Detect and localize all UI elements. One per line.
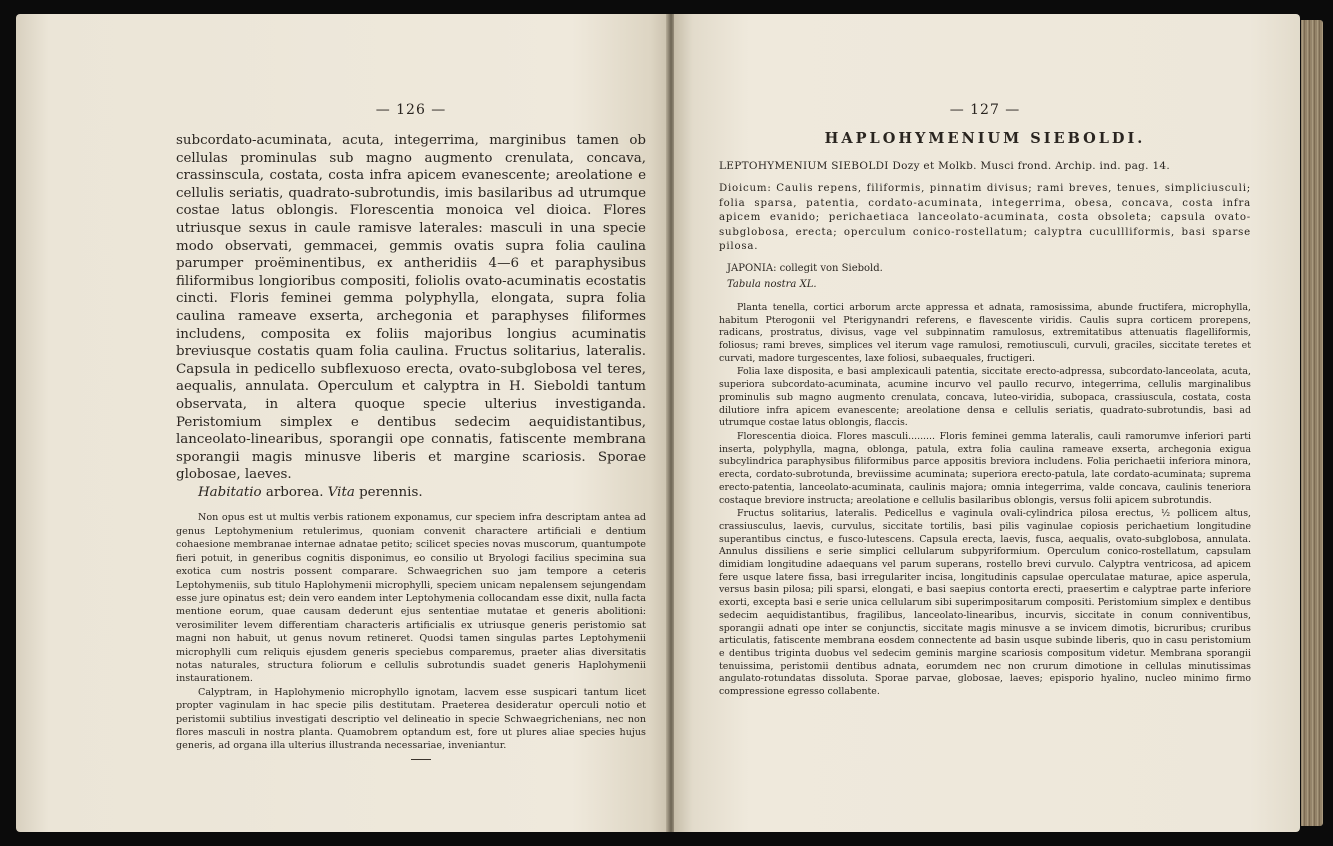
description-paragraph-1: Planta tenella, cortici arborum arcte appressa et adnata, ramosissima, abunde fructifera, microphylla, habitum Pterogonii vel Pterigynandri referens, e flavescente viridis. Caulis supra corticem prorepens, radicans, prostratus, divisus, vage vel subpinnatim ramulosus, extremitatibus attenuatis flagelliformis, foliosus; rami breves, simplices vel iterum vage ramulosi, remotiusculi, curvuli, graciles, siccitate teretes et curvati, madore turgescentes, laxe foliosi, subaequales, fructigeri. xyxy=(719,301,1251,364)
species-description xyxy=(719,302,1251,699)
vita-value: perennis. xyxy=(359,484,423,500)
habitat-label: Habitatio xyxy=(198,484,262,500)
species-title: HAPLOHYMENIUM SIEBOLDI. xyxy=(824,130,1146,147)
page-number-left: — 126 — xyxy=(375,102,447,118)
habitat-value: arborea. xyxy=(265,484,324,500)
description-paragraph-4: Fructus solitarius, lateralis. Pedicellus e vaginula ovali-cylindrica pilosa erectus, ½ pollicem altus, crassiusculus, laevis, curvulus, siccitate tortilis, basi pilis vaginulae copiosis perichaetium longitudine superantibus cinctus, e fusco-lutescens. Capsula erecta, laevis, fusca, aequalis, ovato-subglobosa, annulata. Annulus dissiliens e serie simplici cellularum subpyriformium. Operculum conico-rostellatum, capsulam dimidiam longitudine adaequans vel parum superans, rostello brevi curvulo. Calyptra ventricosa, ad apicem fere usque latere fissa, basi irregulariter incisa, longitudinis capsulae operculatae maturae, apice asperula, versus basin pilosa; pili sparsi, elongati, e basi saepius contorta erecti, praesertim e calyptrae parte inferiore exorti, excepta basi e serie unica cellularum sibi superimpositarum compositi. Peristomium simplex e dentibus sedecim aequidistantibus, fragilibus, lanceolato-linearibus, incurvis, siccitate in conum conniventibus, sporangii adnati ope inter se conjunctis, siccitate magis minusve a se invicem dimotis, bicruribus; cruribus articulatis, fatiscente membrana eosdem connectente ad basin usque subinde liberis, quo in casu peristomium e dentibus triginta duobus vel sedecim geminis margine scariosis compositum videtur. Membrana sporangii tenuissima, peristomii dentibus adnata, eorumdem nec non crurum dimotione in cellulas minutissimas angulato-rotundatas dissoluta. Sporae parvae, globosae, laeves; episporio hyalino, nucleo minimo firmo compressione egresso collabente. xyxy=(719,508,1251,698)
note-paragraph-1: Non opus est ut multis verbis rationem exponamus, cur speciem infra descriptam antea ad genus Leptohymenium retulerimus, quoniam convenit charactere artificiali e dentium cohaesione membranae internae adnatae petito; scilicet species novas muscorum, quantumpote fieri potuit, in generibus cognitis disponimus, eo consilio ut Bryologi facilius specimina sua exotica cum nostris possent comparare. Schwaegrichen suo jam tempore a ceteris Leptohymeniis, sub titulo Haplohymenii microphylli, speciem unicam nepalensem sejungendam esse jure opinatus est; dein vero eandem inter Leptohymenia collocandam esse dixit, nulla facta mentione eorum, quae causam dederunt ejus sententiae mutatae et generis abolitioni: verosimiliter levem differentiam characteris artificialis ex utriusque generis peristomio sat magni non habuit, ut genus novum retineret. Quodsi tamen singulas partes Leptohymenii microphylli cum reliquis ejusdem generis speciebus comparemus, praeter alias diversitatis notas naturales, structura foliorum e cellulis subrotundis suadet generis Haplohymenii instaurationem. xyxy=(176,512,646,685)
description-paragraph-2: Folia laxe disposita, e basi amplexicauli patentia, siccitate erecto-adpressa, subcordato-lanceolata, acuta, superiora subcordato-acuminata, acumine incurvo vel paullo recurvo, integerrima, cellulis marginalibus prominulis sub magno augmento crenulata, concava, luteo-viridia, subopaca, crassiuscula, costata, costa dilutiore infra apicem evanescente; areolatione densa e cellulis seriatis, quadrato-subrotundis, basi ad utrumque costae latus oblongis, flaccis. xyxy=(719,366,1251,429)
note-paragraph-2: Calyptram, in Haplohymenio microphyllo ignotam, lacvem esse suspicari tantum licet propter vaginulam in hac specie pilis destitutam. Praeterea desideratur operculi notio et peristomii subtilius investigati descriptio vel delineatio in specie Schwaegrichenians, nec non flores masculi in nostra planta. Quamobrem optandum est, fore ut plures aliae species hujus generis, ad organa illa ulterius illustranda necessariae, inveniantur. xyxy=(176,686,646,752)
book-fore-edge xyxy=(1301,20,1323,826)
vita-label: Vita xyxy=(327,484,355,500)
left-page xyxy=(16,14,670,832)
left-page-content xyxy=(176,102,646,760)
habitat-line xyxy=(176,484,646,502)
right-page-content xyxy=(719,102,1251,699)
synonym-reference: LEPTOHYMENIUM SIEBOLDI Dozy et Molkb. Musci frond. Archip. ind. pag. 14. xyxy=(719,160,1171,172)
right-page xyxy=(674,14,1300,832)
genus-description xyxy=(176,132,646,501)
locality: JAPONIA: collegit von Siebold. xyxy=(727,262,883,274)
plate-reference: Tabula nostra XL. xyxy=(727,278,817,290)
genus-note xyxy=(176,511,646,752)
species-diagnosis: Dioicum: Caulis repens, filiformis, pinnatim divisus; rami breves, tenues, simpliciusculi; folia sparsa, patentia, cordato-acuminata, integerrima, obesa, concava, costa infra apicem evanido; perichaetiaca lanceolato-acuminata, costa obsoleta; capsula ovato-subglobosa, erecta; operculum conico-rostellatum; calyptra cucullliformis, basi sparse pilosa. xyxy=(719,183,1251,253)
end-rule xyxy=(411,759,431,760)
open-book xyxy=(10,10,1323,836)
page-number-right: — 127 — xyxy=(949,102,1021,118)
genus-description-text: subcordato-acuminata, acuta, integerrima, marginibus tamen ob cellulas prominulas sub magno augmento crenulata, concava, crassinscula, costata, costa infra apicem evanescente; areolatione e cellulis seriatis, quadrato-subrotundis, imis basilaribus ad utrumque costae latus oblongis. Florescentia monoica vel dioica. Flores utriusque sexus in caule ramisve laterales: masculi in una specie modo observati, gemmacei, gemmis ovatis supra folia caulina parumper proëminentibus, ex antheridiis 4—6 et paraphysibus filiformibus longioribus compositi, foliolis ovato-acuminatis ecostatis cincti. Floris feminei gemma polyphylla, elongata, supra folia caulina rameave exserta, archegonia et paraphyses filiformes includens, composita ex foliis majoribus longius acuminatis breviusque costatis quam folia caulina. Fructus solitarius, lateralis. Capsula in pedicello subflexuoso erecta, ovato-subglobosa vel teres, aequalis, annulata. Operculum et calyptra in H. Sieboldi tantum observata, in altera quoque specie ulterius investiganda. Peristomium simplex e dentibus sedecim aequidistantibus, lanceolato-linearibus, sporangii ope connatis, fatiscente membrana sporangii magis minusve liberis et margine scariosis. Sporae globosae, laeves. xyxy=(176,133,646,483)
description-paragraph-3: Florescentia dioica. Flores masculi......... Floris feminei gemma lateralis, cauli ramorumve inferiori parti inserta, polyphylla, magna, oblonga, patula, extra folia caulina rameave exserta, archegonia exigua subcylindrica paraphysibus filiformibus parce appositis breviora includens. Folia perichaetii inferiora minora, erecta, cordato-subrotunda, breviissime acuminata; superiora erecto-patula, late cordato-acuminata; suprema erecto-patentia, lanceolato-acuminata, caulinis majora; omnia integerrima, valde concava, caulinis teneriora costaque breviore instructa; areolatione e cellulis basilaribus oblongis, versus folii apicem subrotundis. xyxy=(719,431,1251,506)
